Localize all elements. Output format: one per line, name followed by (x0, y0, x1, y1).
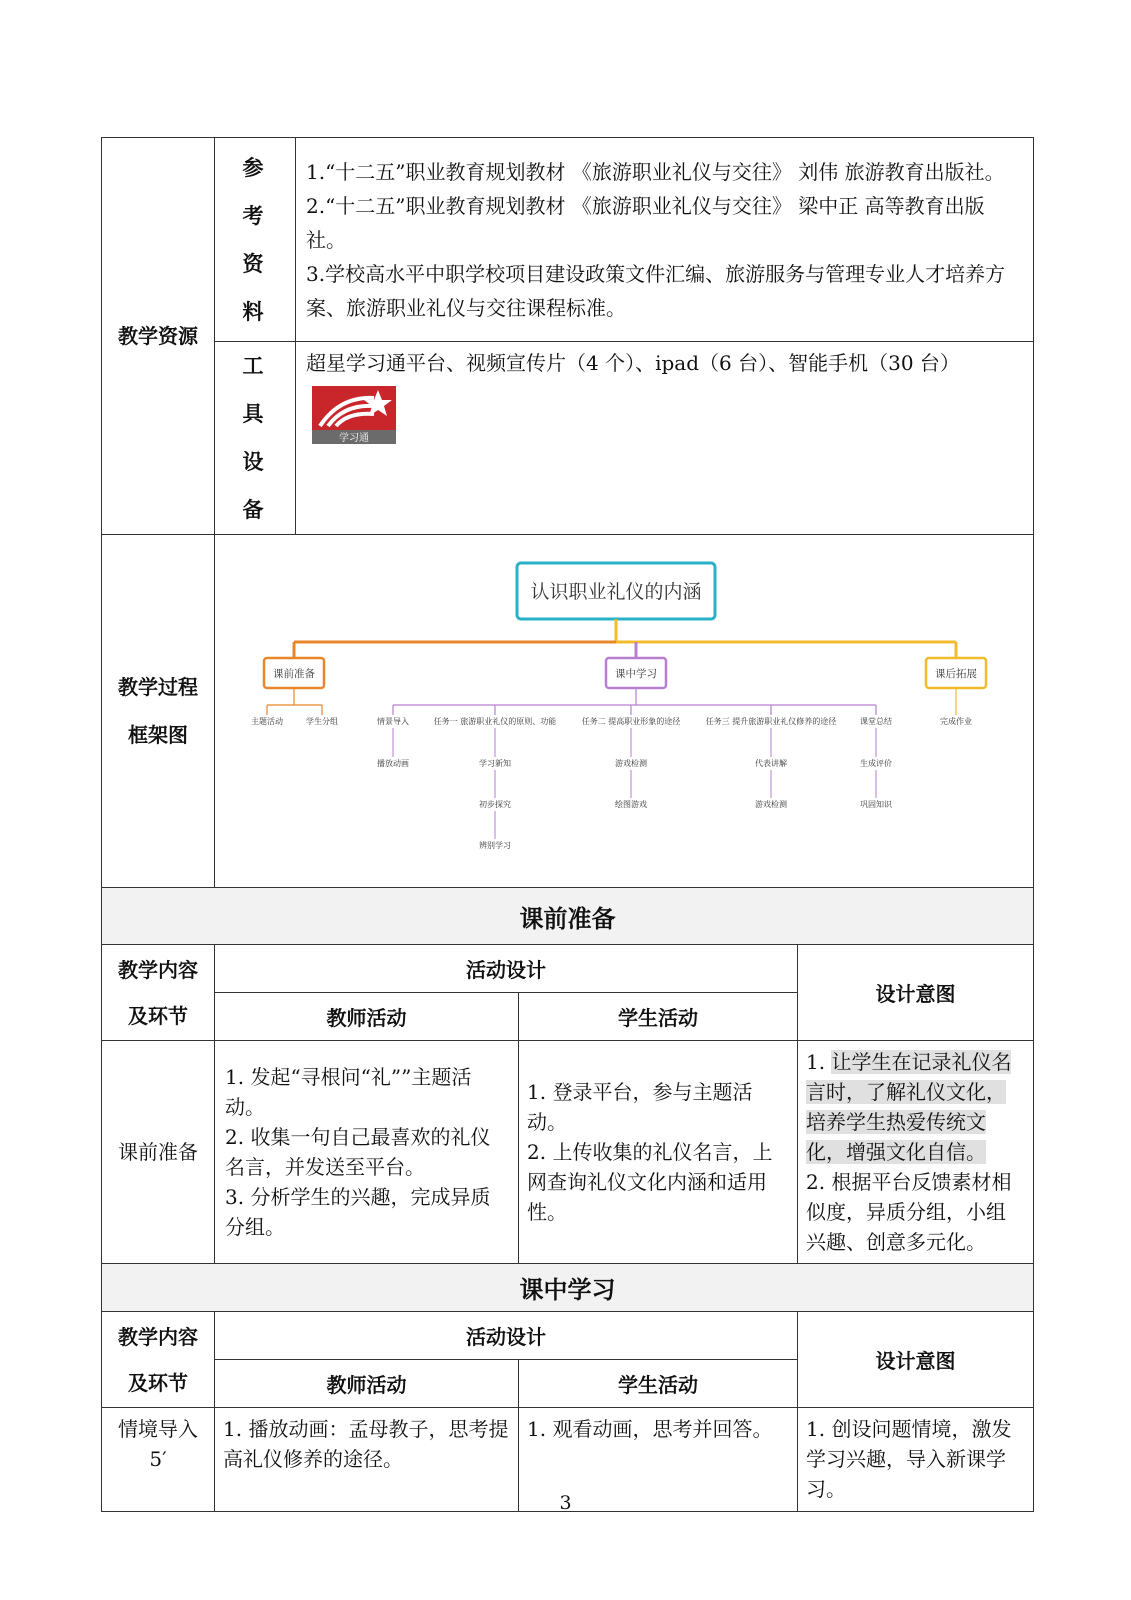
in-class-teacher-activity: 1. 播放动画：孟母教子，思考提高礼仪修养的途径。 (215, 1408, 519, 1512)
mid-child-node: 任务二 提高职业形象的途径 (581, 717, 681, 726)
highlighted-text: 让学生在记录礼仪名言时，了解礼仪文化，培养学生热爱传统文化，增强文化自信。 (806, 1050, 1012, 1164)
teacher-activity-header: 教师活动 (215, 993, 519, 1041)
mid-sub-node: 学习新知 (479, 759, 511, 768)
reference-item: 3.学校高水平中职学校项目建设政策文件汇编、旅游服务与管理专业人才培养方案、旅游职业礼仪与交往课程标准。 (306, 261, 1006, 320)
references-label: 参 考 资 料 (215, 138, 296, 342)
resources-label: 教学资源 (102, 138, 215, 535)
in-class-design-intent: 1. 创设问题情境，激发学习兴趣，导入新课学习。 (798, 1408, 1034, 1512)
references-list (296, 138, 1034, 342)
content-stage-header: 教学内容 及环节 (102, 945, 215, 1041)
mid-sub-node: 辨别学习 (479, 841, 511, 850)
mid-child-node: 课堂总结 (860, 717, 892, 726)
mid-sub-node: 初步探究 (479, 800, 511, 809)
page-number: 3 (559, 1492, 572, 1514)
pre-class-section-title: 课前准备 (102, 888, 1034, 945)
tools-cell (296, 342, 1034, 535)
activity-design-header: 活动设计 (215, 945, 798, 993)
framework-diagram-cell (215, 535, 1034, 888)
lesson-plan-table (101, 137, 1034, 1512)
mind-map-root: 认识职业礼仪的内涵 (530, 581, 702, 603)
mid-sub-node: 播放动画 (377, 759, 409, 768)
mid-child-node: 情景导入 (377, 717, 409, 726)
mind-map-diagram (215, 535, 1033, 883)
in-class-stage: 情境导入 5′ (102, 1408, 215, 1512)
teacher-activity-header: 教师活动 (215, 1360, 519, 1408)
in-class-student-activity: 1. 观看动画，思考并回答。 (519, 1408, 798, 1512)
pre-child-node: 学生分组 (306, 717, 338, 726)
mid-sub-node: 游戏检测 (755, 800, 787, 809)
post-child-node: 完成作业 (940, 717, 972, 726)
branch-pre-class: 课前准备 (273, 668, 315, 680)
framework-label: 教学过程 框架图 (102, 535, 215, 888)
mid-child-node: 任务三 提升旅游职业礼仪修养的途径 (705, 717, 837, 726)
mid-sub-node: 生成评价 (860, 759, 892, 768)
student-activity-header: 学生活动 (519, 993, 798, 1041)
mid-sub-node: 代表讲解 (755, 759, 787, 768)
pre-class-student-activity: 1. 登录平台，参与主题活动。 2. 上传收集的礼仪名言，上网查询礼仪文化内涵和适用性。 (519, 1041, 798, 1264)
tools-text: 超星学习通平台、视频宣传片（4 个）、ipad（6 台）、智能手机（30 台） (306, 351, 960, 375)
pre-child-node: 主题活动 (251, 717, 283, 726)
reference-item: 2.“十二五”职业教育规划教材 《旅游职业礼仪与交往》 梁中正 高等教育出版社。 (306, 193, 985, 252)
activity-design-header: 活动设计 (215, 1312, 798, 1360)
mid-sub-node: 绘图游戏 (615, 800, 647, 809)
in-class-section-title: 课中学习 (102, 1264, 1034, 1312)
logo-text: 学习通 (339, 433, 369, 444)
pre-class-design-intent: 1. 让学生在记录礼仪名言时，了解礼仪文化，培养学生热爱传统文化，增强文化自信。 2. 根据平台反馈素材相似度，异质分组，小组兴趣、创意多元化。 (798, 1041, 1034, 1264)
design-intent-header: 设计意图 (798, 945, 1034, 1041)
pre-class-stage: 课前准备 (102, 1041, 215, 1264)
xuexitong-logo-icon (312, 386, 396, 444)
tools-label: 工 具 设 备 (215, 342, 296, 535)
mid-sub-node: 游戏检测 (615, 759, 647, 768)
content-stage-header: 教学内容 及环节 (102, 1312, 215, 1408)
pre-class-teacher-activity: 1. 发起“寻根问“礼””主题活动。 2. 收集一句自己最喜欢的礼仪名言，并发送至平台。 3. 分析学生的兴趣，完成异质分组。 (215, 1041, 519, 1264)
mid-sub-node: 巩固知识 (860, 800, 892, 809)
student-activity-header: 学生活动 (519, 1360, 798, 1408)
design-intent-header: 设计意图 (798, 1312, 1034, 1408)
mid-child-node: 任务一 旅游职业礼仪的原则、功能 (433, 717, 557, 726)
branch-in-class: 课中学习 (615, 668, 657, 680)
branch-post-class: 课后拓展 (935, 668, 977, 680)
reference-item: 1.“十二五”职业教育规划教材 《旅游职业礼仪与交往》 刘伟 旅游教育出版社。 (306, 159, 1005, 184)
